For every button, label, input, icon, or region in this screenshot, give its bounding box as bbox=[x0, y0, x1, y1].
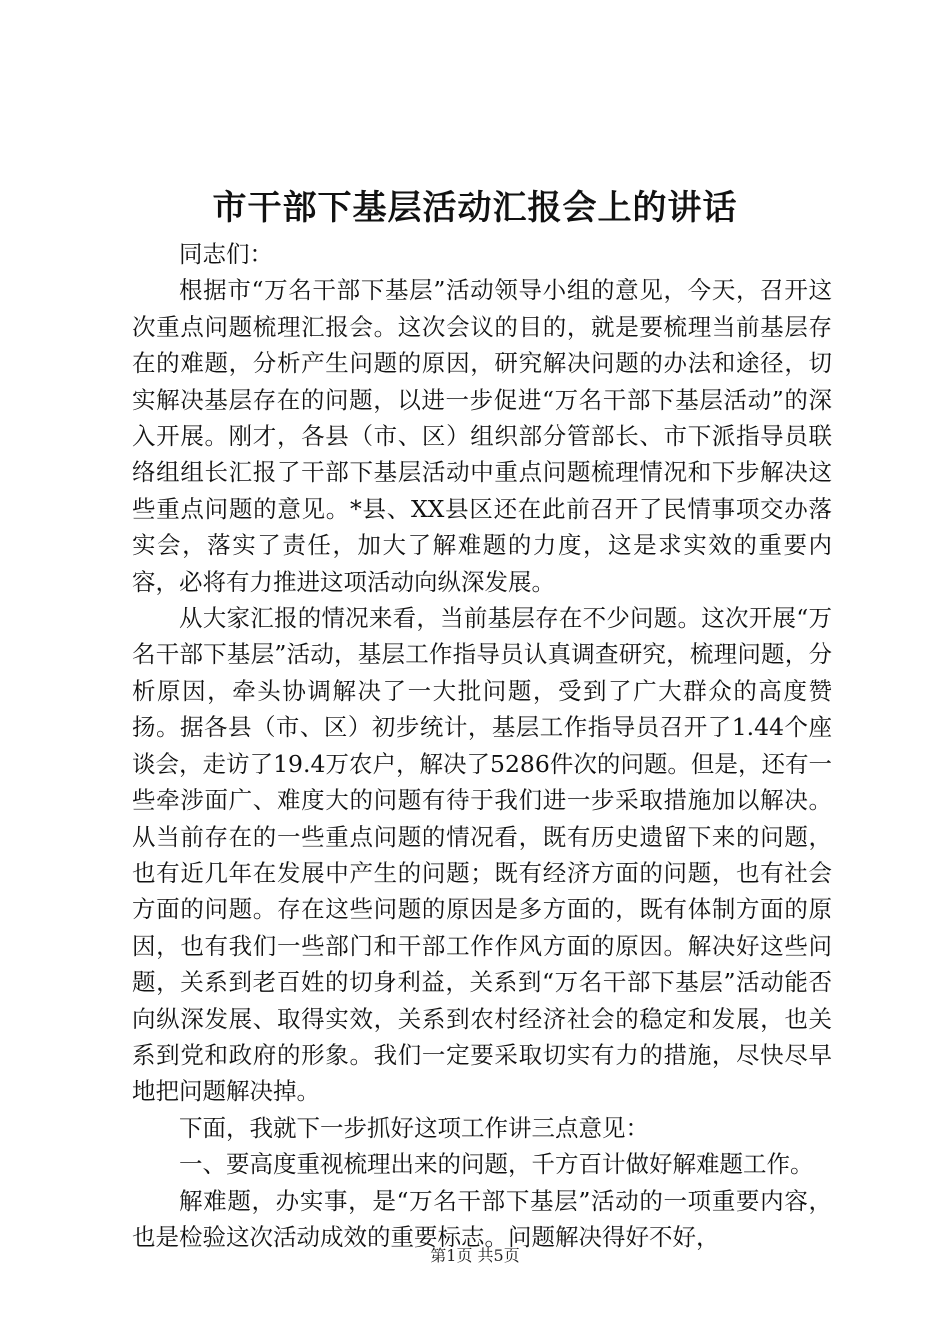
section-heading-paragraph: 一、要高度重视梳理出来的问题，千方百计做好解难题工作。 bbox=[179, 1150, 814, 1179]
page-number-footer: 第1页 共5页 bbox=[430, 1246, 520, 1265]
body-paragraph: 解难题，办实事，是“万名干部下基层”活动的一项重要内容，也是检验这次活动成效的重要标志。问题解决得好不好， bbox=[132, 1186, 832, 1251]
salutation-paragraph: 同志们： bbox=[179, 240, 273, 268]
document-body bbox=[132, 236, 832, 1255]
body-paragraph: 下面，我就下一步抓好这项工作讲三点意见： bbox=[179, 1113, 649, 1142]
page-title: 市干部下基层活动汇报会上的讲话 bbox=[212, 188, 738, 228]
body-paragraph: 从大家汇报的情况来看，当前基层存在不少问题。这次开展“万名干部下基层”活动，基层工作指导员认真调查研究，梳理问题，分析原因，牵头协调解决了一大批问题，受到了广大群众的高度赞扬。据各县（市、区）初步统计，基层工作指导员召开了1.44个座谈会，走访了19.4万农户，解决了5286件次的问题。但是，还有一些牵涉面广、难度大的问题有待于我们进一步采取措施加以解决。从当前存在的一些重点问题的情况看，既有历史遗留下来的问题，也有近几年在发展中产生的问题；既有经济方面的问题，也有社会方面的问题。存在这些问题的原因是多方面的，既有体制方面的原因，也有我们一些部门和干部工作作风方面的原因。解决好这些问题，关系到老百姓的切身利益，关系到“万名干部下基层”活动能否向纵深发展、取得实效，关系到农村经济社会的稳定和发展，也关系到党和政府的形象。我们一定要采取切实有力的措施，尽快尽早地把问题解决掉。 bbox=[132, 604, 832, 1106]
body-paragraph: 根据市“万名干部下基层”活动领导小组的意见，今天，召开这次重点问题梳理汇报会。这次会议的目的，就是要梳理当前基层存在的难题，分析产生问题的原因，研究解决问题的办法和途径，切实解决基层存在的问题，以进一步促进“万名干部下基层活动”的深入开展。刚才，各县（市、区）组织部分管部长、市下派指导员联络组组长汇报了干部下基层活动中重点问题梳理情况和下步解决这些重点问题的意见。*县、XX县区还在此前召开了民情事项交办落实会，落实了责任，加大了解难题的力度，这是求实效的重要内容，必将有力推进这项活动向纵深发展。 bbox=[132, 276, 832, 596]
